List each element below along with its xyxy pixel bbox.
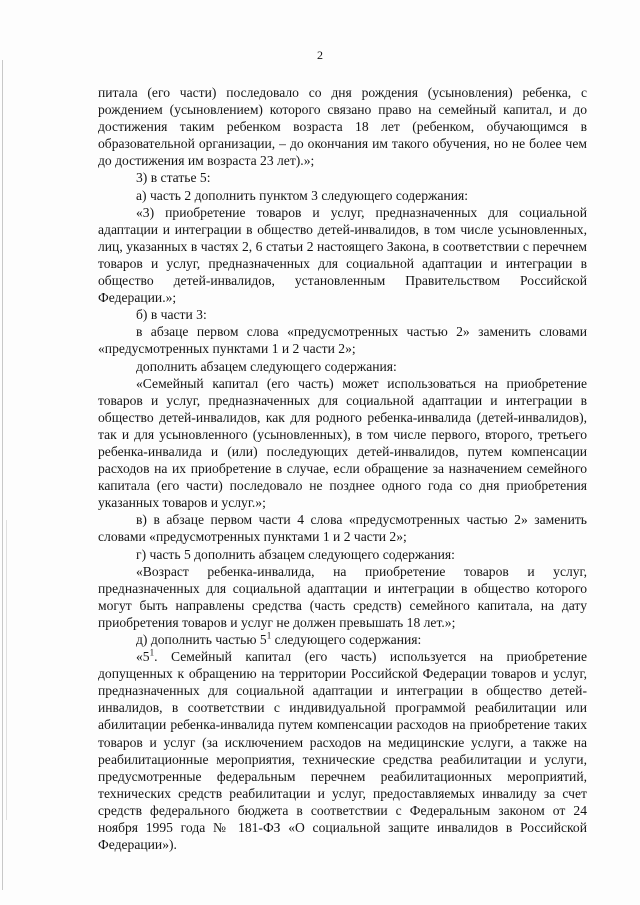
paragraph-b: б) в части 3: xyxy=(136,307,207,323)
superscript: 1 xyxy=(266,630,272,641)
paragraph-b-text: «Семейный капитал (его часть) может использоваться на приобретение товаров и услуг, предназначенных для социальной адаптации и интеграции в общество детей-инвалидов, как для родного ребенка-инвалида (детей-инвалидов), так и для усыновленного (усыновленных), в том числе первого, второго, третьего ребенка-инвалида и (или) последующих детей-инвалидов, путем компенсации расходов на их приобретение в случае, если обращение за назначением семейного капитала (его части) последовало не позднее одного года со дня приобретения указанных товаров и услуг.»; xyxy=(98,375,587,511)
paragraph-5-1 xyxy=(98,648,587,853)
superscript: 1 xyxy=(149,647,155,658)
paragraph-g-text: «Возраст ребенка-инвалида, на приобретение товаров и услуг, предназначенных для социальной адаптации и интеграции в общество которого могут быть направлены средства (часть средств) семейного капитала, на дату приобретения товаров и услуг не должен превышать 18 лет.»; xyxy=(98,563,587,630)
paragraph-continuation: питала (его части) последовало со дня рождения (усыновления) ребенка, с рождением (усыновлением) которого связано право на семейный капитал, и до достижения таким ребенком возраста 18 лет (ребенком, обучающимся в образовательной организации, – до окончания им такого обучения, но не более чем до достижения им возраста 23 лет).»; xyxy=(98,85,587,169)
paragraph-b-first: в абзаце первом слова «предусмотренных частью 2» заменить словами «предусмотренных пунктами 1 и 2 части 2»; xyxy=(98,324,587,357)
paragraph-d-after: следующего содержания: xyxy=(271,632,422,647)
paragraph-5-1-before: «5 xyxy=(136,649,150,665)
paragraph-b-add: дополнить абзацем следующего содержания: xyxy=(136,358,397,374)
paragraph-article-5: 3) в статье 5: xyxy=(136,170,211,186)
paragraph-d xyxy=(98,631,587,648)
document-body xyxy=(98,84,587,853)
paragraph-d-before: д) дополнить частью 5 xyxy=(136,632,267,647)
paragraph-v: в) в абзаце первом части 4 слова «предусмотренных частью 2» заменить словами «предусмотренных пунктами 1 и 2 части 2»; xyxy=(98,512,587,545)
paragraph-a-text: «3) приобретение товаров и услуг, предназначенных для социальной адаптации и интеграции в общество детей-инвалидов, в том числе усыновленных, лиц, указанных в частях 2, 6 статьи 2 настоящего Закона, в соответствии с перечнем товаров и услуг, предназначенных для социальной адаптации и интеграции в общество детей-инвалидов, установленным Правительством Российской Федерации.»; xyxy=(98,204,587,306)
page-number: 2 xyxy=(317,48,323,62)
paragraph-5-1-after: . Семейный капитал (его часть) используется на приобретение допущенных к обращению на территории Российской Федерации товаров и услуг, предназначенных для социальной адаптации и интеграции в общество детей-инвалидов, в соответствии с индивидуальной программой реабилитации или абилитации ребенка-инвалида путем компенсации расходов на приобретение таких товаров и услуг (за исключением расходов на медицинские услуги, а также на реабилитационные мероприятия, технические средства реабилитации и услуги, предусмотренные федеральным перечнем реабилитационных мероприятий, технических средств реабилитации и услуг, предоставляемых инвалиду за счет средств федерального бюджета в соответствии с Федеральным законом от 24 ноября 1995 года № 181-ФЗ «О социальной защите инвалидов в Российской Федерации»). xyxy=(98,649,587,853)
scan-edge-line xyxy=(6,520,7,820)
scan-edge-line xyxy=(2,60,3,890)
paragraph-a: а) часть 2 дополнить пунктом 3 следующего содержания: xyxy=(136,187,469,203)
paragraph-g: г) часть 5 дополнить абзацем следующего содержания: xyxy=(136,546,455,562)
